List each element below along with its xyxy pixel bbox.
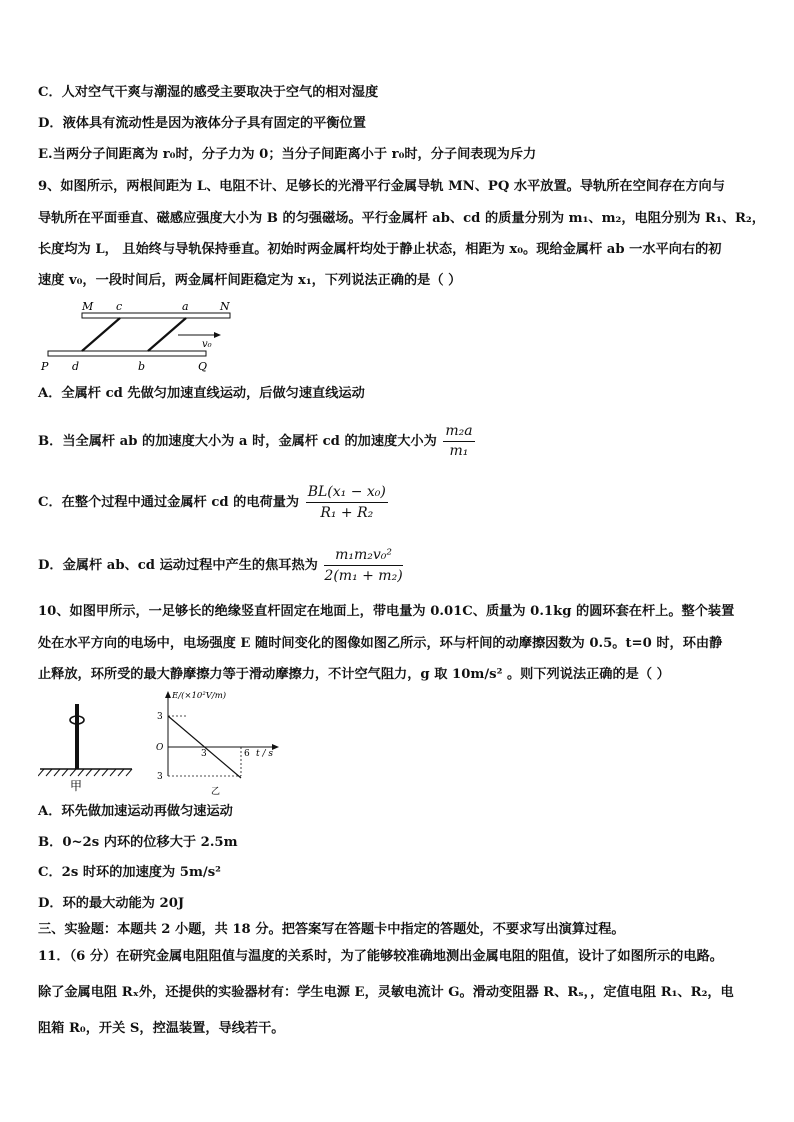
q10-figure-jia: [38, 698, 138, 794]
label-q: Q: [198, 360, 208, 373]
q10-option-b: B．0~2s 内环的位移大于 2.5m: [38, 835, 238, 850]
formula-b: [443, 423, 474, 460]
label-v0: v₀: [202, 339, 212, 350]
formula-c-denominator: R₁ + R₂: [320, 505, 374, 521]
figure-jia-caption: 甲: [70, 779, 83, 793]
q9-stem-line-2: 导轨所在平面垂直、磁感应强度大小为 B 的匀强磁场。平行金属杆 ab、cd 的质量分别为 m₁、m₂，电阻分别为 R₁、R₂，: [38, 211, 765, 226]
figure-yi-caption: 乙: [211, 787, 221, 797]
x-axis-arrowhead: [272, 744, 279, 750]
q9-stem-line-4: 速度 v₀，一段时间后，两金属杆间距稳定为 x₁，下列说法正确的是（ ）: [38, 273, 462, 288]
label-a: a: [182, 300, 189, 313]
q11-stem-line-3: 阻箱 R₀，开关 S，控温装置，导线若干。: [38, 1021, 285, 1036]
label-d: d: [72, 360, 80, 373]
origin-label: O: [156, 743, 164, 753]
velocity-arrowhead: [214, 332, 221, 338]
q9-option-a: A．全属杆 cd 先做匀加速直线运动，后做匀速直线运动: [38, 386, 365, 401]
q8-option-e: E.当两分子间距离为 r₀时，分子力为 0；当分子间距离小于 r₀时，分子间表现为斥力: [38, 147, 537, 162]
y-tick-top: 3: [157, 712, 163, 722]
q9-option-b-row: [38, 420, 475, 464]
q9-option-d: D．金属杆 ab、cd 运动过程中产生的焦耳热为: [38, 558, 318, 573]
q10-option-d: D．环的最大动能为 20J: [38, 896, 185, 911]
rod-cd: [82, 318, 120, 351]
x-tick-mid: 3: [201, 749, 207, 759]
q9-stem-line-3: 长度均为 L， 且始终与导轨保持垂直。初始时两金属杆均处于静止状态，相距为 x₀。现给金属杆 ab 一水平向右的初: [38, 242, 722, 257]
q9-option-d-row: [38, 543, 403, 589]
q10-option-a: A．环先做加速运动再做匀速运动: [38, 804, 233, 819]
q10-figure-yi-graph: [150, 688, 290, 798]
section-3-heading: 三、实验题：本题共 2 小题，共 18 分。把答案写在答题卡中指定的答题处，不要求写出演算过程。: [38, 922, 625, 937]
formula-b-numerator: m₂a: [443, 423, 474, 442]
formula-d-denominator: 2(m₁ + m₂): [324, 568, 403, 584]
formula-d: [324, 546, 402, 585]
q9-rail-diagram: [38, 298, 248, 378]
rail-pq: [48, 351, 206, 356]
q9-option-c: C．在整个过程中通过金属杆 cd 的电荷量为: [38, 495, 300, 510]
formula-c-numerator: BL(x₁ − x₀): [306, 483, 388, 503]
q9-option-b: B．当全属杆 ab 的加速度大小为 a 时，金属杆 cd 的加速度大小为: [38, 434, 437, 449]
q11-stem-line-2: 除了金属电阻 Rₓ外，还提供的实验器材有：学生电源 E，灵敏电流计 G。滑动变阻器 R、Rₛ，，定值电阻 R₁、R₂，电: [38, 985, 734, 1000]
ground-hatch: [38, 769, 132, 776]
q9-option-c-row: [38, 480, 388, 526]
formula-b-denominator: m₁: [449, 443, 469, 459]
vertical-rod: [75, 704, 79, 769]
rail-mn: [82, 313, 230, 318]
q8-option-c: C．人对空气干爽与潮湿的感受主要取决于空气的相对湿度: [38, 85, 379, 100]
q10-option-c: C．2s 时环的加速度为 5m/s²: [38, 865, 221, 880]
y-axis-label: E/(×10²V/m): [172, 691, 227, 701]
label-c: c: [116, 300, 123, 313]
formula-c: [306, 483, 388, 522]
formula-d-numerator: m₁m₂v₀²: [324, 546, 402, 566]
q9-stem-line-1: 9、如图所示，两根间距为 L、电阻不计、足够长的光滑平行金属导轨 MN、PQ 水平放置。导轨所在空间存在方向与: [38, 179, 725, 194]
x-axis-label: t / s: [256, 749, 273, 759]
q10-stem-line-1: 10、如图甲所示，一足够长的绝缘竖直杆固定在地面上，带电量为 0.01C、质量为 0.1kg 的圆环套在杆上。整个装置: [38, 604, 735, 619]
y-axis-arrowhead: [165, 691, 171, 698]
label-b: b: [138, 360, 146, 373]
label-m: M: [82, 300, 94, 313]
q10-stem-line-3: 止释放，环所受的最大静摩擦力等于滑动摩擦力，不计空气阻力，g 取 10m/s² 。则下列说法正确的是（ ）: [38, 667, 670, 682]
x-tick-end: 6: [244, 749, 250, 759]
label-n: N: [220, 300, 230, 313]
q10-stem-line-2: 处在水平方向的电场中，电场强度 E 随时间变化的图像如图乙所示，环与杆间的动摩擦因数为 0.5。t=0 时，环由静: [38, 636, 723, 651]
q8-option-d: D．液体具有流动性是因为液体分子具有固定的平衡位置: [38, 116, 366, 131]
label-p: P: [41, 360, 49, 373]
y-tick-bottom: 3: [157, 772, 163, 782]
q11-stem-line-1: 11．（6 分）在研究金属电阻阻值与温度的关系时，为了能够较准确地测出金属电阻的阻值，设计了如图所示的电路。: [38, 949, 723, 964]
